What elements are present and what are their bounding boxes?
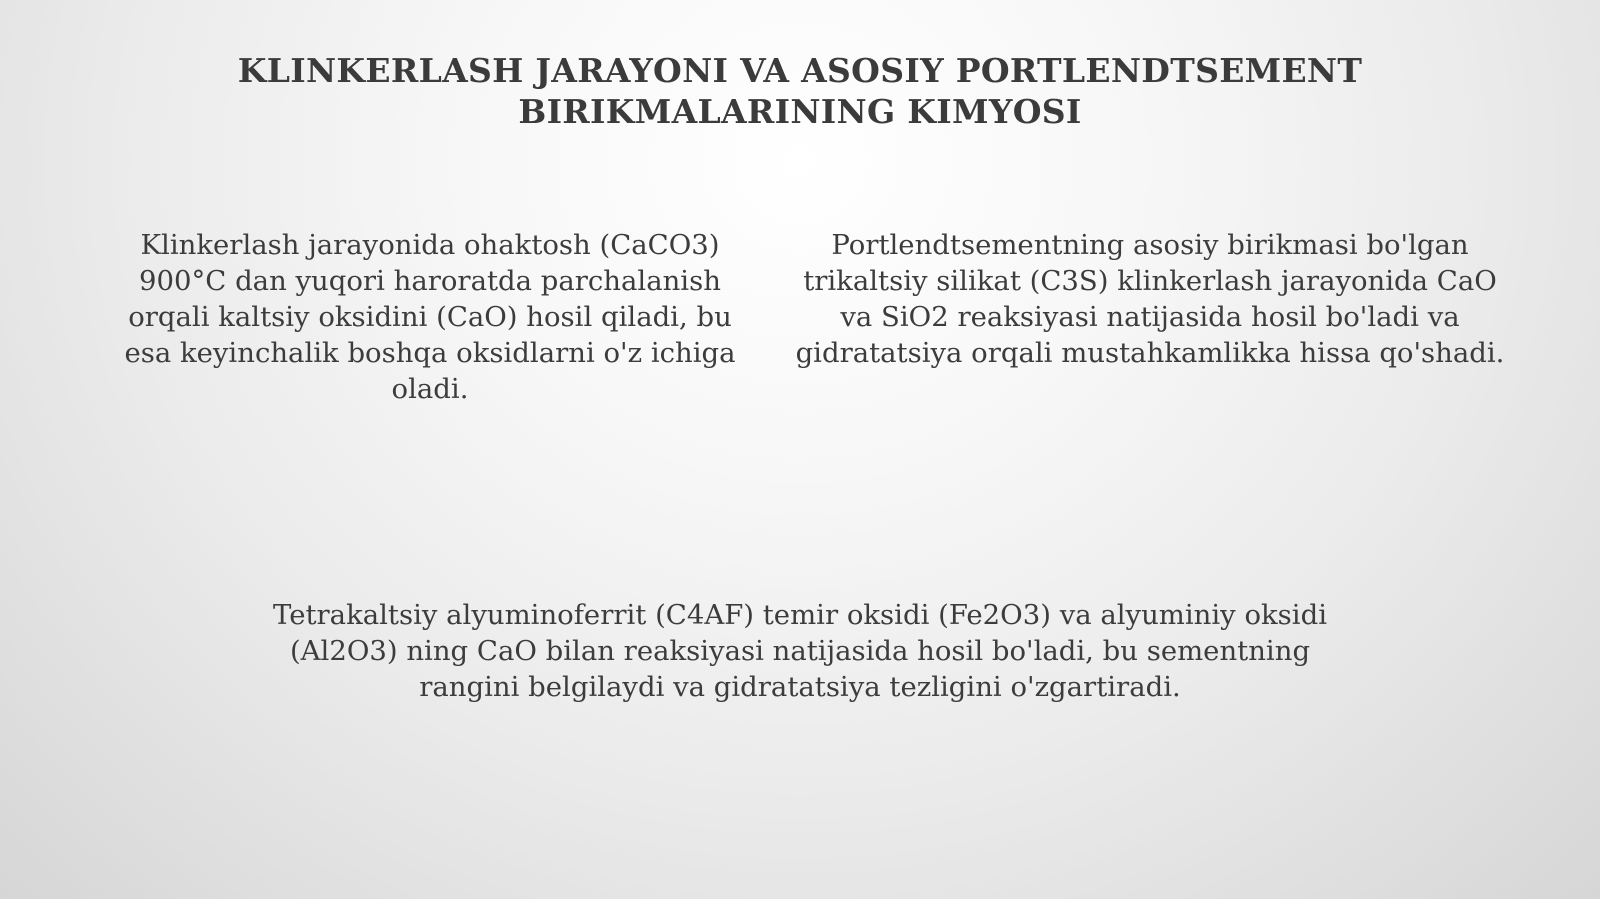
paragraph-clinker-process: Klinkerlash jarayonida ohaktosh (CaCO3) 900°C dan yuqori haroratda parchalanish orqali kaltsiy oksidini (CaO) hosil qiladi, bu esa keyinchalik boshqa oksidlarni o'z ichiga oladi.	[124, 229, 736, 405]
paragraph-c3s-compound: Portlendtsementning asosiy birikmasi bo'lgan trikaltsiy silikat (C3S) klinkerlash jarayonida CaO va SiO2 reaksiyasi natijasida hosil bo'ladi va gidratatsiya orqali mustahkamlikka hissa qo'shadi.	[795, 229, 1505, 369]
slide-title: KLINKERLASH JARAYONI VA ASOSIY PORTLENDTSEMENT BIRIKMALARINING KIMYOSI	[237, 51, 1363, 131]
paragraph-c4af-compound: Tetrakaltsiy alyuminoferrit (C4AF) temir oksidi (Fe2O3) va alyuminiy oksidi (Al2O3) ning CaO bilan reaksiyasi natijasida hosil bo'ladi, bu sementning rangini belgilaydi va gidratatsiya tezligini o'zgartiradi.	[273, 599, 1327, 703]
